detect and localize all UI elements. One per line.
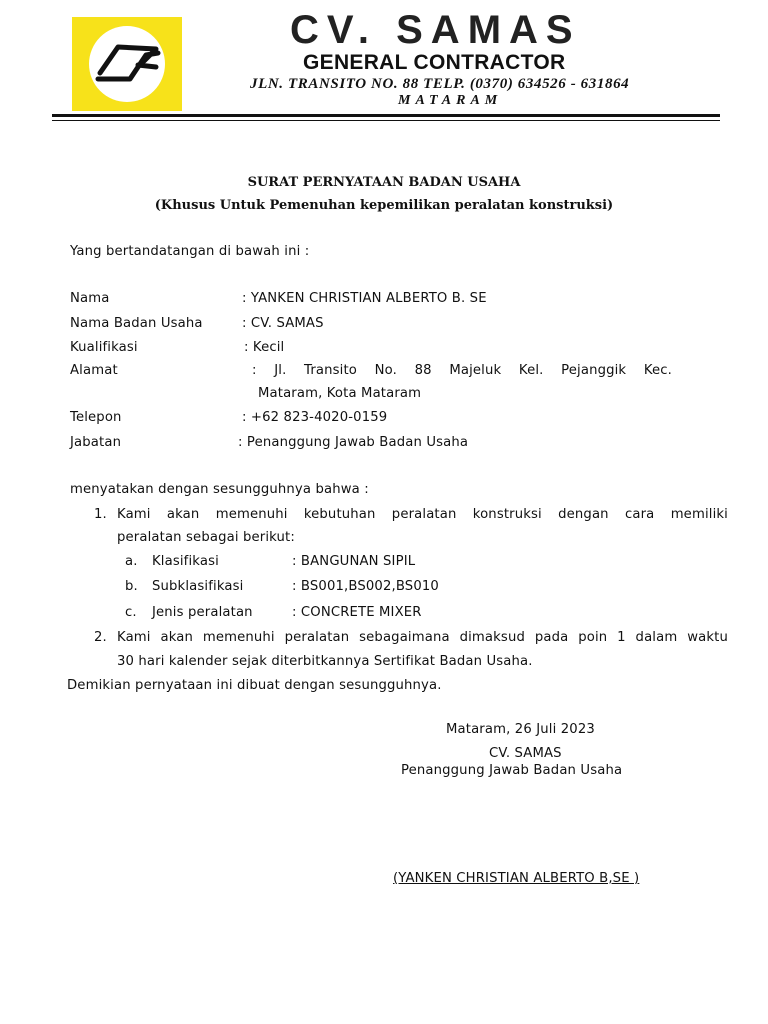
- point2-number: 2.: [94, 630, 107, 645]
- field-value-jabatan: : Penanggung Jawab Badan Usaha: [238, 435, 469, 450]
- field-value-kualifikasi: : Kecil: [244, 340, 285, 355]
- company-city: MATARAM: [398, 93, 503, 108]
- signature-name: (YANKEN CHRISTIAN ALBERTO B,SE ): [393, 871, 640, 886]
- point1-line1: Kami akan memenuhi kebutuhan peralatan konstruksi dengan cara memiliki: [117, 507, 728, 522]
- point2-line2: 30 hari kalender sejak diterbitkannya Sertifikat Badan Usaha.: [117, 654, 533, 669]
- statement-intro: menyatakan dengan sesungguhnya bahwa :: [70, 482, 369, 497]
- subitem-value-jenis-peralatan: : CONCRETE MIXER: [292, 605, 422, 620]
- subitem-letter-a: a.: [125, 554, 138, 569]
- subitem-value-subklasifikasi: : BS001,BS002,BS010: [292, 579, 439, 594]
- point1-line2: peralatan sebagai berikut:: [117, 530, 295, 545]
- subitem-label-klasifikasi: Klasifikasi: [152, 554, 219, 569]
- company-address: JLN. TRANSITO NO. 88 TELP. (0370) 634526 - 631864: [250, 76, 630, 92]
- field-value-alamat-line1: : Jl. Transito No. 88 Majeluk Kel. Pejanggik Kec.: [252, 363, 672, 378]
- letterhead-divider-thin: [52, 120, 720, 121]
- field-label-jabatan: Jabatan: [70, 435, 122, 450]
- signature-company: CV. SAMAS: [489, 746, 562, 761]
- intro-text: Yang bertandatangan di bawah ini :: [70, 244, 310, 259]
- logo-lightning-icon: [72, 17, 182, 111]
- field-label-badan-usaha: Nama Badan Usaha: [70, 316, 203, 331]
- point1-number: 1.: [94, 507, 107, 522]
- field-value-telepon: : +62 823-4020-0159: [242, 410, 388, 425]
- field-label-kualifikasi: Kualifikasi: [70, 340, 138, 355]
- signature-position: Penanggung Jawab Badan Usaha: [401, 763, 623, 778]
- document-title: SURAT PERNYATAAN BADAN USAHA: [247, 175, 521, 190]
- subitem-letter-b: b.: [125, 579, 138, 594]
- company-logo: [72, 17, 182, 111]
- closing-text: Demikian pernyataan ini dibuat dengan sesungguhnya.: [67, 678, 442, 693]
- subitem-label-subklasifikasi: Subklasifikasi: [152, 579, 244, 594]
- field-label-nama: Nama: [70, 291, 110, 306]
- company-name: CV. SAMAS: [290, 8, 581, 52]
- field-value-badan-usaha: : CV. SAMAS: [242, 316, 324, 331]
- field-label-telepon: Telepon: [70, 410, 122, 425]
- subitem-letter-c: c.: [125, 605, 137, 620]
- subitem-value-klasifikasi: : BANGUNAN SIPIL: [292, 554, 416, 569]
- letterhead-divider: [52, 114, 720, 117]
- field-value-nama: : YANKEN CHRISTIAN ALBERTO B. SE: [242, 291, 487, 306]
- document-subtitle: (Khusus Untuk Pemenuhan kepemilikan peralatan konstruksi): [154, 198, 614, 213]
- subitem-label-jenis-peralatan: Jenis peralatan: [152, 605, 253, 620]
- field-value-alamat-line2: Mataram, Kota Mataram: [258, 386, 422, 401]
- point2-line1: Kami akan memenuhi peralatan sebagaimana dimaksud pada poin 1 dalam waktu: [117, 630, 728, 645]
- company-subtitle: GENERAL CONTRACTOR: [303, 51, 566, 74]
- signature-place-date: Mataram, 26 Juli 2023: [446, 722, 595, 737]
- field-label-alamat: Alamat: [70, 363, 118, 378]
